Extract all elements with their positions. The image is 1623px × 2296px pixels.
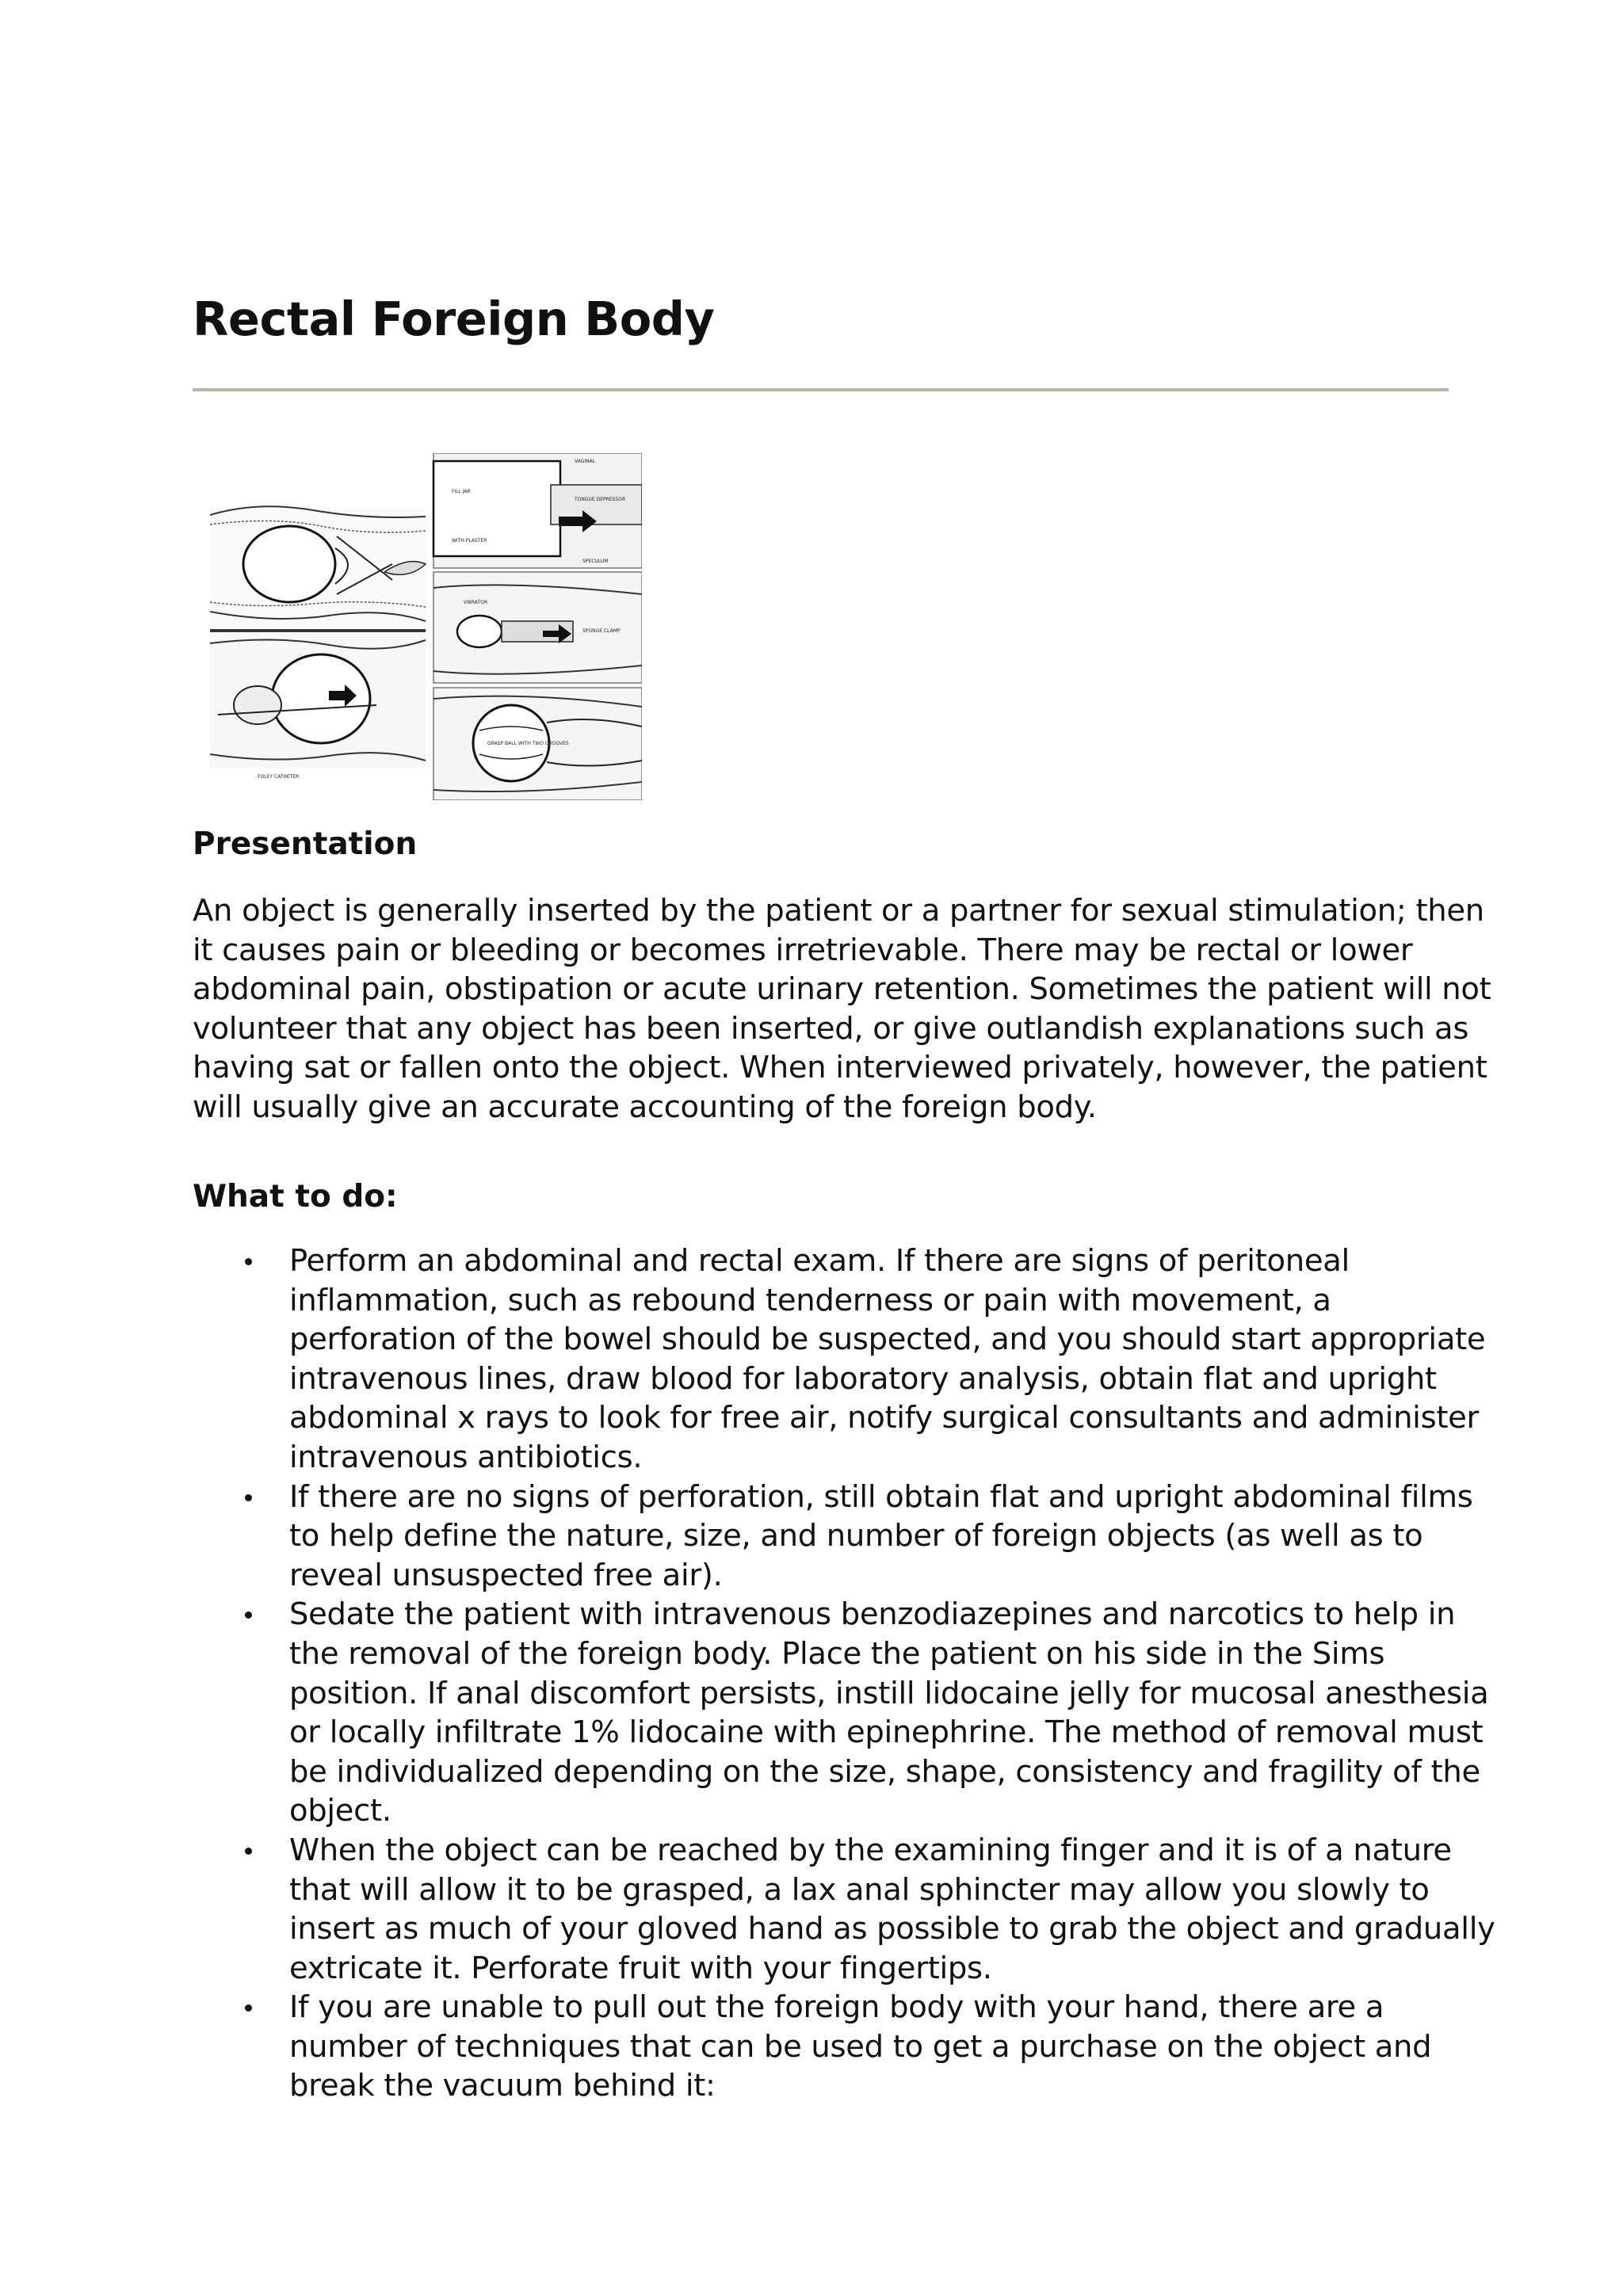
list-item-text: If you are unable to pull out the foreign body with your hand, there are a number of techniques that can be used to get a purchase on the object and break the vacuum behind it: [289,1989,1432,2104]
balloon-diagram-top [210,506,426,632]
list-item-text: Sedate the patient with intravenous benzodiazepines and narcotics to help in the removal of the foreign body. Place the patient on his side in the Sims position. If anal discomfort persists, instill lidocaine jelly for mucosal anesthesia or locally infiltrate 1% lidocaine with epinephrine. The method of removal must be individualized depending on the size, shape, consistency and fragility of the object. [289,1596,1489,1829]
vaginal-label: VAGINAL [575,459,596,464]
vibrator-diagram [433,572,642,683]
foley-catheter-diagram [210,634,426,780]
tongue-depressor-label: TONGUE DEPRESSOR [575,497,626,502]
title-divider [193,388,1449,391]
bullet-icon [245,1494,252,1501]
bullet-icon [245,2004,252,2012]
foreign-body-removal-illustration [210,453,642,800]
list-item-text: Perform an abdominal and rectal exam. If there are signs of peritoneal inflammation, such as rebound tenderness or pain with movement, a perforation of the bowel should be suspected, and you should start appropriate intravenous lines, draw blood for laboratory analysis, obtain flat and upright abdominal x rays to look for free air, notify surgical consultants and administer intravenous antibiotics. [289,1243,1486,1475]
grasp-ball-label: GRASP BALL WITH TWO GROOVES [487,741,569,746]
vibrator-label: VIBRATOR [464,600,488,605]
presentation-heading: Presentation [193,826,418,862]
foley-catheter-label: FOLEY CATHETER [258,774,300,780]
what-to-do-heading: What to do: [193,1179,398,1215]
with-plaster-label: WITH PLASTER [452,538,487,543]
list-item-text: If there are no signs of perforation, still obtain flat and upright abdominal films to help define the nature, size, and number of foreign objects (as well as to reveal unsuspected free air). [289,1478,1473,1593]
list-item [193,1988,1500,2106]
presentation-paragraph: An object is generally inserted by the patient or a partner for sexual stimulation; then it causes pain or bleeding or becomes irretrievable. There may be rectal or lower abdominal pain, obstipation or acute urinary retention. Sometimes the patient will not volunteer that any object has been inserted, or give outlandish explanations such as having sat or fallen onto the object. When interviewed privately, however, the patient will usually give an accurate accounting of the foreign body. [193,893,1491,1125]
list-item [193,1241,1500,1478]
grasp-ball-diagram [433,688,642,800]
sponge-clamp-label: SPONGE CLAMP [582,628,621,634]
what-to-do-list [193,1241,1500,2106]
list-item [193,1595,1500,1831]
medical-diagram-icon [210,453,642,800]
speculum-label: SPECULUM [582,559,609,564]
page-title: Rectal Foreign Body [193,292,715,346]
bullet-icon [245,1611,252,1619]
bullet-icon [245,1848,252,1855]
fill-jar-label: FILL JAR [452,489,471,494]
jar-diagram [433,453,642,568]
list-item [193,1478,1500,1596]
bullet-icon [245,1258,252,1265]
list-item-text: When the object can be reached by the examining finger and it is of a nature that will allow it to be grasped, a lax anal sphincter may allow you slowly to insert as much of your gloved hand as possible to grab the object and gradually extricate it. Perforate fruit with your fingertips. [289,1832,1495,1986]
list-item [193,1831,1500,1988]
